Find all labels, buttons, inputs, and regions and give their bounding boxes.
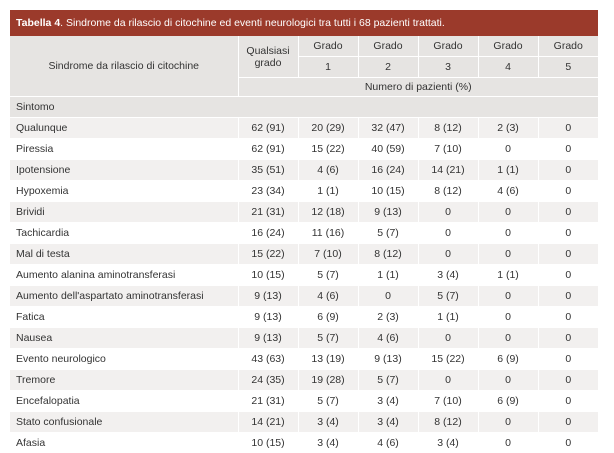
stub-header: Sindrome da rilascio di citochine <box>10 36 238 97</box>
cell-value: 62 (91) <box>238 139 298 160</box>
cell-value: 35 (51) <box>238 160 298 181</box>
cell-value: 8 (12) <box>418 412 478 433</box>
cell-value: 7 (10) <box>298 244 358 265</box>
cell-value: 14 (21) <box>418 160 478 181</box>
row-label: Afasia <box>10 433 238 453</box>
cell-value: 21 (31) <box>238 202 298 223</box>
table-row <box>10 370 598 391</box>
cell-value: 0 <box>418 244 478 265</box>
grade-word-header: Grado <box>478 36 538 57</box>
row-label: Tremore <box>10 370 238 391</box>
cell-value: 0 <box>478 244 538 265</box>
cell-value: 6 (9) <box>478 391 538 412</box>
cell-value: 5 (7) <box>358 223 418 244</box>
cell-value: 12 (18) <box>298 202 358 223</box>
cell-value: 6 (9) <box>478 349 538 370</box>
cell-value: 5 (7) <box>358 370 418 391</box>
cell-value: 0 <box>418 223 478 244</box>
grade-word-header: Grado <box>418 36 478 57</box>
cell-value: 0 <box>538 202 598 223</box>
cell-value: 15 (22) <box>298 139 358 160</box>
cell-value: 3 (4) <box>298 433 358 453</box>
cell-value: 5 (7) <box>298 391 358 412</box>
cell-value: 1 (1) <box>418 307 478 328</box>
cell-value: 3 (4) <box>418 433 478 453</box>
table-row <box>10 160 598 181</box>
cell-value: 3 (4) <box>298 412 358 433</box>
cell-value: 15 (22) <box>418 349 478 370</box>
cell-value: 19 (28) <box>298 370 358 391</box>
cell-value: 0 <box>538 160 598 181</box>
table-row <box>10 244 598 265</box>
cell-value: 7 (10) <box>418 391 478 412</box>
cell-value: 21 (31) <box>238 391 298 412</box>
cell-value: 3 (4) <box>418 265 478 286</box>
cell-value: 11 (16) <box>298 223 358 244</box>
cell-value: 32 (47) <box>358 118 418 139</box>
table-row <box>10 412 598 433</box>
cell-value: 9 (13) <box>238 307 298 328</box>
cell-value: 0 <box>538 433 598 453</box>
grade-word-header: Grado <box>358 36 418 57</box>
cell-value: 9 (13) <box>358 349 418 370</box>
cell-value: 0 <box>478 370 538 391</box>
cell-value: 0 <box>538 412 598 433</box>
table-row <box>10 118 598 139</box>
cell-value: 0 <box>538 391 598 412</box>
cell-value: 0 <box>478 412 538 433</box>
cell-value: 4 (6) <box>298 160 358 181</box>
cell-value: 0 <box>538 223 598 244</box>
cell-value: 0 <box>358 286 418 307</box>
table-row <box>10 349 598 370</box>
cell-value: 0 <box>478 202 538 223</box>
row-label: Stato confusionale <box>10 412 238 433</box>
cell-value: 23 (34) <box>238 181 298 202</box>
cell-value: 1 (1) <box>478 160 538 181</box>
cell-value: 0 <box>418 328 478 349</box>
cell-value: 4 (6) <box>478 181 538 202</box>
cell-value: 43 (63) <box>238 349 298 370</box>
cell-value: 5 (7) <box>418 286 478 307</box>
cell-value: 0 <box>538 349 598 370</box>
cell-value: 5 (7) <box>298 328 358 349</box>
grade-word-header: Grado <box>538 36 598 57</box>
cell-value: 0 <box>538 118 598 139</box>
cell-value: 0 <box>478 433 538 453</box>
table-row <box>10 202 598 223</box>
cell-value: 0 <box>538 370 598 391</box>
cell-value: 24 (35) <box>238 370 298 391</box>
grade-number-header: 1 <box>298 57 358 78</box>
cell-value: 0 <box>478 223 538 244</box>
cell-value: 1 (1) <box>478 265 538 286</box>
grade-number-header: 3 <box>418 57 478 78</box>
table-row <box>10 307 598 328</box>
grade-number-header: 5 <box>538 57 598 78</box>
row-label: Aumento alanina aminotransferasi <box>10 265 238 286</box>
table-row <box>10 181 598 202</box>
cell-value: 0 <box>478 328 538 349</box>
cell-value: 3 (4) <box>358 391 418 412</box>
table-row <box>10 265 598 286</box>
cell-value: 13 (19) <box>298 349 358 370</box>
grade-number-header: 2 <box>358 57 418 78</box>
cell-value: 7 (10) <box>418 139 478 160</box>
cell-value: 20 (29) <box>298 118 358 139</box>
grade-word-header: Grado <box>298 36 358 57</box>
cell-value: 40 (59) <box>358 139 418 160</box>
row-label: Nausea <box>10 328 238 349</box>
cell-value: 0 <box>418 370 478 391</box>
cell-value: 4 (6) <box>358 433 418 453</box>
cell-value: 0 <box>478 286 538 307</box>
row-label: Qualunque <box>10 118 238 139</box>
cytokine-table <box>10 36 598 453</box>
cell-value: 15 (22) <box>238 244 298 265</box>
cell-value: 8 (12) <box>358 244 418 265</box>
table-row <box>10 223 598 244</box>
cell-value: 16 (24) <box>358 160 418 181</box>
cell-value: 0 <box>538 244 598 265</box>
table-row <box>10 328 598 349</box>
cell-value: 0 <box>538 286 598 307</box>
row-label: Brividi <box>10 202 238 223</box>
cell-value: 0 <box>478 139 538 160</box>
cell-value: 0 <box>538 307 598 328</box>
cell-value: 14 (21) <box>238 412 298 433</box>
cell-value: 0 <box>538 181 598 202</box>
table-caption: . Sindrome da rilascio di citochine ed eventi neurologici tra tutti i 68 pazienti trattati. <box>60 17 445 29</box>
row-label: Ipotensione <box>10 160 238 181</box>
cell-value: 4 (6) <box>298 286 358 307</box>
cell-value: 1 (1) <box>358 265 418 286</box>
row-label: Fatica <box>10 307 238 328</box>
cell-value: 0 <box>538 139 598 160</box>
any-grade-header: Qualsiasi grado <box>238 36 298 78</box>
cell-value: 5 (7) <box>298 265 358 286</box>
row-label: Hypoxemia <box>10 181 238 202</box>
section-label: Sintomo <box>10 97 598 118</box>
table-title <box>10 10 598 36</box>
cell-value: 1 (1) <box>298 181 358 202</box>
cell-value: 10 (15) <box>358 181 418 202</box>
cell-value: 2 (3) <box>358 307 418 328</box>
grade-number-header: 4 <box>478 57 538 78</box>
table-row <box>10 391 598 412</box>
table-row <box>10 286 598 307</box>
row-label: Tachicardia <box>10 223 238 244</box>
cell-value: 0 <box>478 307 538 328</box>
row-label: Evento neurologico <box>10 349 238 370</box>
cell-value: 10 (15) <box>238 265 298 286</box>
row-label: Mal di testa <box>10 244 238 265</box>
cell-value: 8 (12) <box>418 181 478 202</box>
cell-value: 0 <box>538 328 598 349</box>
table-number: Tabella 4 <box>16 17 60 29</box>
table-container <box>10 10 598 453</box>
cell-value: 16 (24) <box>238 223 298 244</box>
row-label: Aumento dell'aspartato aminotransferasi <box>10 286 238 307</box>
table-row <box>10 139 598 160</box>
cell-value: 62 (91) <box>238 118 298 139</box>
cell-value: 6 (9) <box>298 307 358 328</box>
unit-header: Numero di pazienti (%) <box>238 78 598 97</box>
cell-value: 3 (4) <box>358 412 418 433</box>
cell-value: 9 (13) <box>238 328 298 349</box>
cell-value: 10 (15) <box>238 433 298 453</box>
cell-value: 0 <box>418 202 478 223</box>
cell-value: 9 (13) <box>238 286 298 307</box>
row-label: Piressia <box>10 139 238 160</box>
cell-value: 9 (13) <box>358 202 418 223</box>
row-label: Encefalopatia <box>10 391 238 412</box>
cell-value: 8 (12) <box>418 118 478 139</box>
cell-value: 2 (3) <box>478 118 538 139</box>
cell-value: 0 <box>538 265 598 286</box>
cell-value: 4 (6) <box>358 328 418 349</box>
